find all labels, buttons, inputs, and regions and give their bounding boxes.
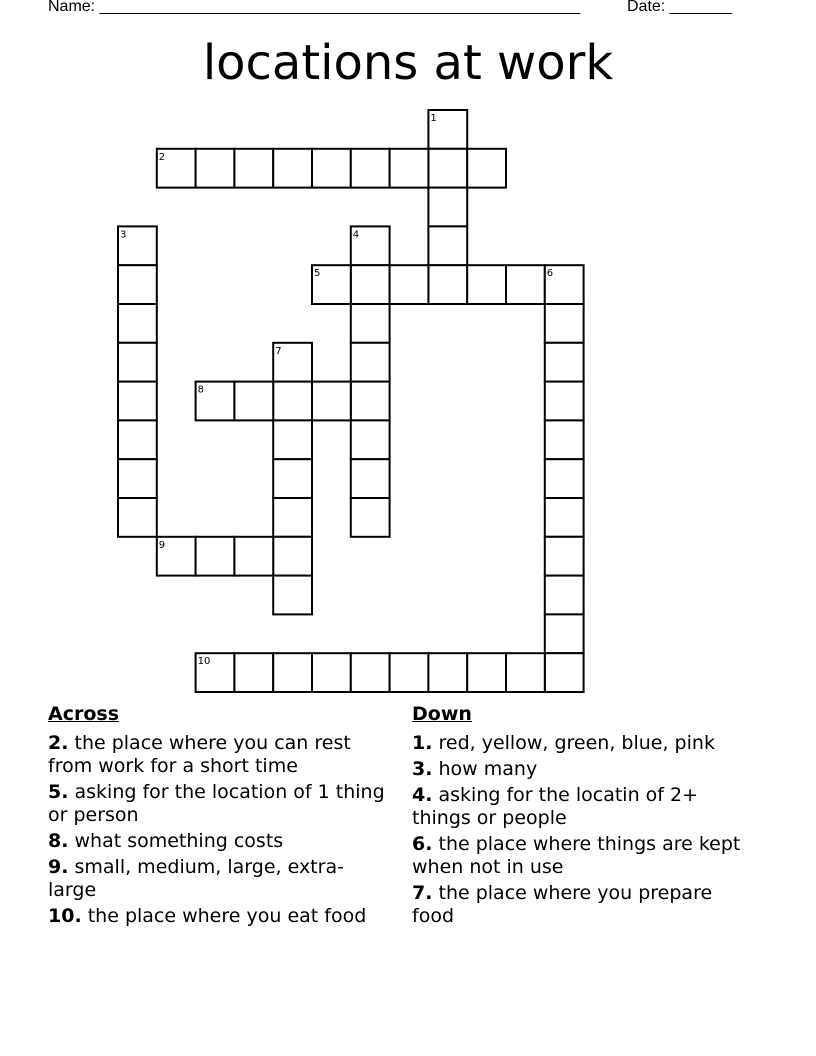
grid-cell[interactable] xyxy=(118,459,157,498)
puzzle-title: locations at work xyxy=(202,35,614,91)
grid-cell[interactable] xyxy=(273,382,312,421)
grid-cell[interactable] xyxy=(428,149,467,188)
grid-cell[interactable] xyxy=(545,614,584,653)
clue-number: 8. xyxy=(48,830,69,852)
grid-cell[interactable] xyxy=(545,304,584,343)
clue-number-label: 8 xyxy=(197,384,204,396)
grid-cell[interactable] xyxy=(118,226,157,265)
across-clues xyxy=(48,703,388,931)
grid-cell[interactable] xyxy=(351,149,390,188)
grid-cell[interactable] xyxy=(118,420,157,459)
grid-cell[interactable] xyxy=(428,226,467,265)
grid-cell[interactable] xyxy=(545,420,584,459)
grid-cell[interactable] xyxy=(351,420,390,459)
grid-cell[interactable] xyxy=(428,110,467,149)
grid-cell[interactable] xyxy=(273,420,312,459)
grid-cell[interactable] xyxy=(118,498,157,537)
clue-item xyxy=(412,732,752,755)
clue-number: 10. xyxy=(48,905,82,927)
grid-cell[interactable] xyxy=(351,343,390,382)
grid-cell[interactable] xyxy=(390,265,429,304)
clue-number-label: 2 xyxy=(158,151,166,163)
grid-cell[interactable] xyxy=(234,537,273,576)
date-field xyxy=(627,0,732,16)
clue-text: red, yellow, green, blue, pink xyxy=(438,732,715,754)
grid-cell[interactable] xyxy=(273,653,312,692)
grid-cell[interactable] xyxy=(312,653,351,692)
clue-number-label: 5 xyxy=(314,268,321,280)
grid-cell[interactable] xyxy=(273,537,312,576)
clue-text: what something costs xyxy=(74,830,284,852)
clue-number: 4. xyxy=(412,784,433,806)
clue-item xyxy=(48,905,388,928)
grid-cell[interactable] xyxy=(157,537,196,576)
grid-cell[interactable] xyxy=(273,149,312,188)
across-heading: Across xyxy=(48,703,120,725)
clue-text: the place where you can rest from work for a short time xyxy=(48,732,351,777)
clue-item xyxy=(412,758,752,781)
grid-cell[interactable] xyxy=(312,382,351,421)
clue-item xyxy=(48,856,388,902)
grid-cell[interactable] xyxy=(506,265,545,304)
grid-cell[interactable] xyxy=(390,149,429,188)
grid-cell[interactable] xyxy=(273,498,312,537)
clue-number-label: 4 xyxy=(352,229,360,241)
grid-cell[interactable] xyxy=(545,537,584,576)
grid-cell[interactable] xyxy=(545,459,584,498)
clue-item xyxy=(48,781,388,827)
clue-number: 5. xyxy=(48,781,69,803)
grid-cell[interactable] xyxy=(157,149,196,188)
grid-cell[interactable] xyxy=(118,304,157,343)
grid-cell[interactable] xyxy=(428,188,467,227)
grid-cell[interactable] xyxy=(545,382,584,421)
name-blank[interactable]: ______________________________________________________ xyxy=(99,0,581,15)
grid-cell[interactable] xyxy=(196,149,235,188)
grid-cell[interactable] xyxy=(351,498,390,537)
down-clue-list xyxy=(412,732,752,928)
clue-number: 7. xyxy=(412,882,433,904)
down-clues xyxy=(412,703,752,931)
grid-cell[interactable] xyxy=(196,382,235,421)
grid-cell[interactable] xyxy=(351,265,390,304)
clue-text: how many xyxy=(438,758,538,780)
clue-number-label: 7 xyxy=(275,345,282,357)
grid-cell[interactable] xyxy=(196,653,235,692)
clue-number-label: 9 xyxy=(158,539,166,551)
clue-number: 2. xyxy=(48,732,69,754)
clue-number: 3. xyxy=(412,758,433,780)
grid-cell[interactable] xyxy=(390,653,429,692)
grid-cell[interactable] xyxy=(545,576,584,615)
grid-cell[interactable] xyxy=(234,382,273,421)
clue-item xyxy=(48,732,388,778)
grid-cell[interactable] xyxy=(467,265,506,304)
clue-item xyxy=(412,882,752,928)
across-clue-list xyxy=(48,732,388,928)
clue-number-label: 1 xyxy=(430,113,437,124)
date-blank[interactable]: _______ xyxy=(669,0,732,15)
grid-cell[interactable] xyxy=(545,265,584,304)
grid-cell[interactable] xyxy=(234,149,273,188)
grid-cell[interactable] xyxy=(467,653,506,692)
clue-text: the place where things are kept when not in use xyxy=(412,833,741,878)
grid-cell[interactable] xyxy=(273,343,312,382)
name-field xyxy=(48,0,580,16)
down-heading: Down xyxy=(412,703,472,725)
grid-cell[interactable] xyxy=(351,459,390,498)
grid-cell[interactable] xyxy=(351,304,390,343)
grid-cell[interactable] xyxy=(428,653,467,692)
grid-cell[interactable] xyxy=(545,498,584,537)
grid-cell[interactable] xyxy=(196,537,235,576)
clue-number-label: 6 xyxy=(546,268,554,280)
clue-number: 6. xyxy=(412,833,433,855)
clue-number: 9. xyxy=(48,856,69,878)
grid-cell[interactable] xyxy=(351,653,390,692)
date-label: Date: xyxy=(627,0,666,15)
name-label: Name: xyxy=(48,0,96,15)
grid-cell[interactable] xyxy=(312,149,351,188)
clue-number: 1. xyxy=(412,732,433,754)
grid-cell[interactable] xyxy=(118,265,157,304)
grid-cell[interactable] xyxy=(234,653,273,692)
clue-number-label: 10 xyxy=(197,656,211,668)
grid-cell[interactable] xyxy=(351,382,390,421)
clue-item xyxy=(48,830,388,853)
grid-cell[interactable] xyxy=(351,226,390,265)
grid-cell[interactable] xyxy=(312,265,351,304)
grid-cell[interactable] xyxy=(273,576,312,615)
grid-cell[interactable] xyxy=(118,382,157,421)
grid-cell[interactable] xyxy=(545,653,584,692)
grid-cell[interactable] xyxy=(273,459,312,498)
clue-text: the place where you prepare food xyxy=(412,882,713,927)
clue-text: the place where you eat food xyxy=(87,905,367,927)
grid-cell[interactable] xyxy=(545,343,584,382)
clue-text: asking for the location of 1 thing or person xyxy=(48,781,385,826)
clue-text: asking for the locatin of 2+ things or people xyxy=(412,784,699,829)
grid-cell[interactable] xyxy=(428,265,467,304)
grid-cell[interactable] xyxy=(467,149,506,188)
clue-item xyxy=(412,784,752,830)
clue-text: small, medium, large, extra-large xyxy=(48,856,344,901)
clue-item xyxy=(412,833,752,879)
clue-number-label: 3 xyxy=(120,229,127,241)
grid-cell[interactable] xyxy=(506,653,545,692)
grid-cell[interactable] xyxy=(118,343,157,382)
